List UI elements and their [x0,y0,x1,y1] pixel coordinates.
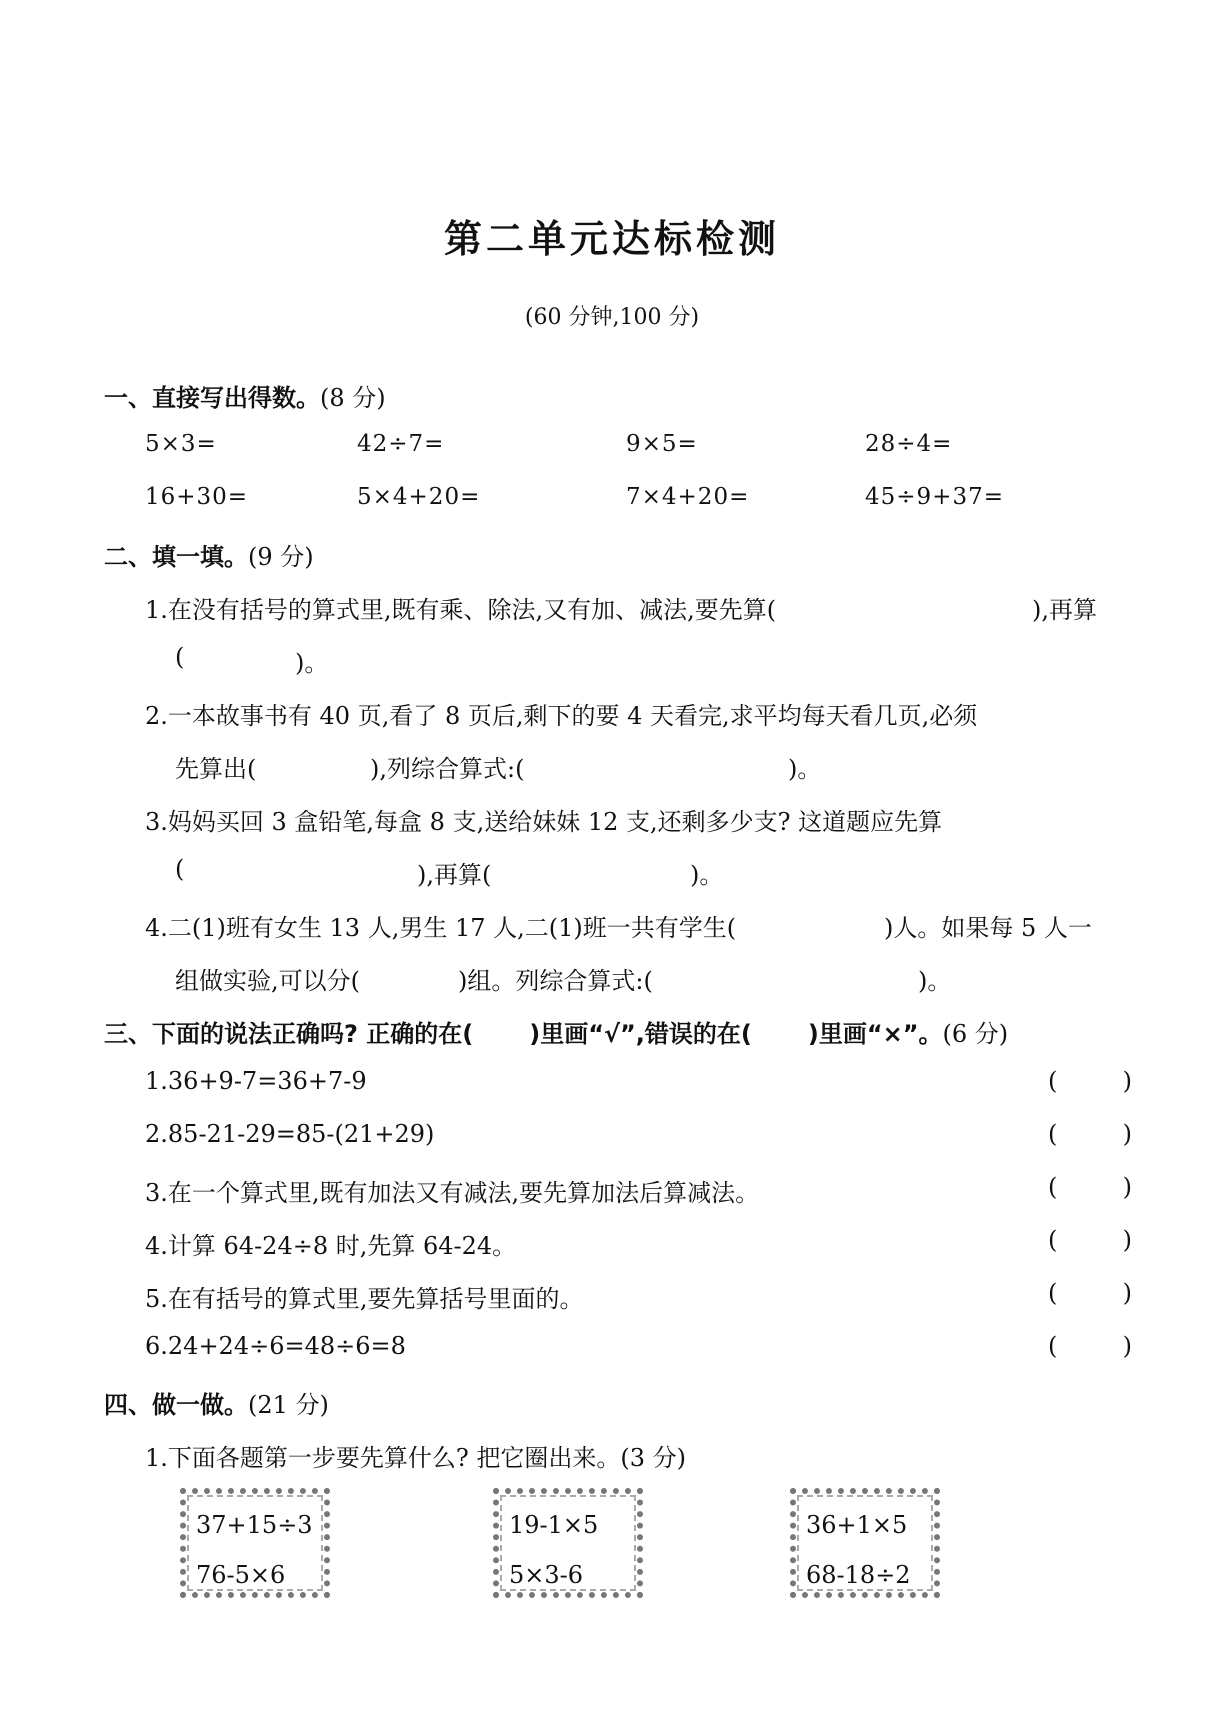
calc-item: 5×3= [145,431,217,457]
fill-q1-blank-open: ( [175,643,185,671]
fill-q4-line1b: )人。如果每 5 人一 [884,914,1092,942]
answer-paren[interactable]: ( ) [1048,1332,1132,1360]
fill-q3-line1: 3.妈妈买回 3 盒铅笔,每盒 8 支,送给妹妹 12 支,还剩多少支? 这道题应先算 [145,808,943,836]
calc-item: 42÷7= [357,431,445,457]
section-3-title-c: )里画“×”。 [807,1020,943,1048]
do-q1-prompt: 1.下面各题第一步要先算什么? 把它圈出来。(3 分) [145,1444,687,1472]
fill-q3-line2b: ),再算( [417,861,492,889]
fill-q4-line1a: 4.二(1)班有女生 13 人,男生 17 人,二(1)班一共有学生( [145,914,737,942]
calc-item: 16+30= [145,484,249,510]
page-title: 第二单元达标检测 [443,217,780,261]
section-1-points: (8 分) [320,384,386,412]
fill-q1-line1: 1.在没有括号的算式里,既有乘、除法,又有加、减法,要先算( [145,596,777,624]
calc-item: 9×5= [626,431,698,457]
expression[interactable]: 36+1×5 [806,1511,908,1539]
expression[interactable]: 37+15÷3 [196,1511,313,1539]
page-subtitle: (60 分钟,100 分) [524,305,700,330]
calc-item: 45÷9+37= [865,484,1004,510]
fill-q2-line2b: ),列综合算式:( [370,755,525,783]
calc-item: 28÷4= [865,431,953,457]
answer-paren[interactable]: ( ) [1048,1226,1132,1254]
section-4-title: 四、做一做。 [104,1391,248,1419]
section-3-heading [104,1014,1008,1049]
section-3-title-b: )里画“√”,错误的在( [529,1020,752,1048]
fill-q1-blank-close: )。 [295,649,329,677]
calc-item: 7×4+20= [626,484,750,510]
expression[interactable]: 76-5×6 [196,1561,286,1589]
answer-paren[interactable]: ( ) [1048,1067,1132,1095]
fill-q4-line2b: )组。列综合算式:( [458,967,653,995]
answer-paren[interactable]: ( ) [1048,1279,1132,1307]
expression[interactable]: 68-18÷2 [806,1561,911,1589]
section-2-title: 二、填一填。 [104,543,248,571]
section-1-title: 一、直接写出得数。 [104,384,320,412]
fill-q1-line1-end: ),再算 [1032,596,1097,624]
fill-q4-line2a: 组做实验,可以分( [175,967,360,995]
judge-item: 5.在有括号的算式里,要先算括号里面的。 [145,1285,584,1313]
judge-item: 6.24+24÷6=48÷6=8 [145,1332,406,1360]
section-1-heading [104,378,386,413]
answer-paren[interactable]: ( ) [1048,1120,1132,1148]
judge-item: 1.36+9-7=36+7-9 [145,1067,367,1095]
fill-q3-line2c: )。 [690,861,724,889]
fill-q2-line2a: 先算出( [175,755,257,783]
fill-q4-line2c: )。 [918,967,952,995]
section-3-title-a: 三、下面的说法正确吗? 正确的在( [104,1020,474,1048]
fill-q3-line2a: ( [175,855,185,883]
expression-box [790,1488,940,1598]
expression-box [493,1488,643,1598]
judge-item: 4.计算 64-24÷8 时,先算 64-24。 [145,1232,517,1260]
expression[interactable]: 5×3-6 [509,1561,584,1589]
section-4-points: (21 分) [248,1391,329,1419]
section-2-points: (9 分) [248,543,314,571]
calc-item: 5×4+20= [357,484,481,510]
answer-paren[interactable]: ( ) [1048,1173,1132,1201]
expression[interactable]: 19-1×5 [509,1511,599,1539]
section-3-points: (6 分) [942,1020,1009,1048]
judge-item: 3.在一个算式里,既有加法又有减法,要先算加法后算减法。 [145,1179,760,1207]
expression-box [180,1488,330,1598]
section-4-heading [104,1385,329,1420]
judge-item: 2.85-21-29=85-(21+29) [145,1120,435,1148]
fill-q2-line1: 2.一本故事书有 40 页,看了 8 页后,剩下的要 4 天看完,求平均每天看几页,必须 [145,702,978,730]
fill-q2-line2c: )。 [788,755,822,783]
section-2-heading [104,537,314,572]
